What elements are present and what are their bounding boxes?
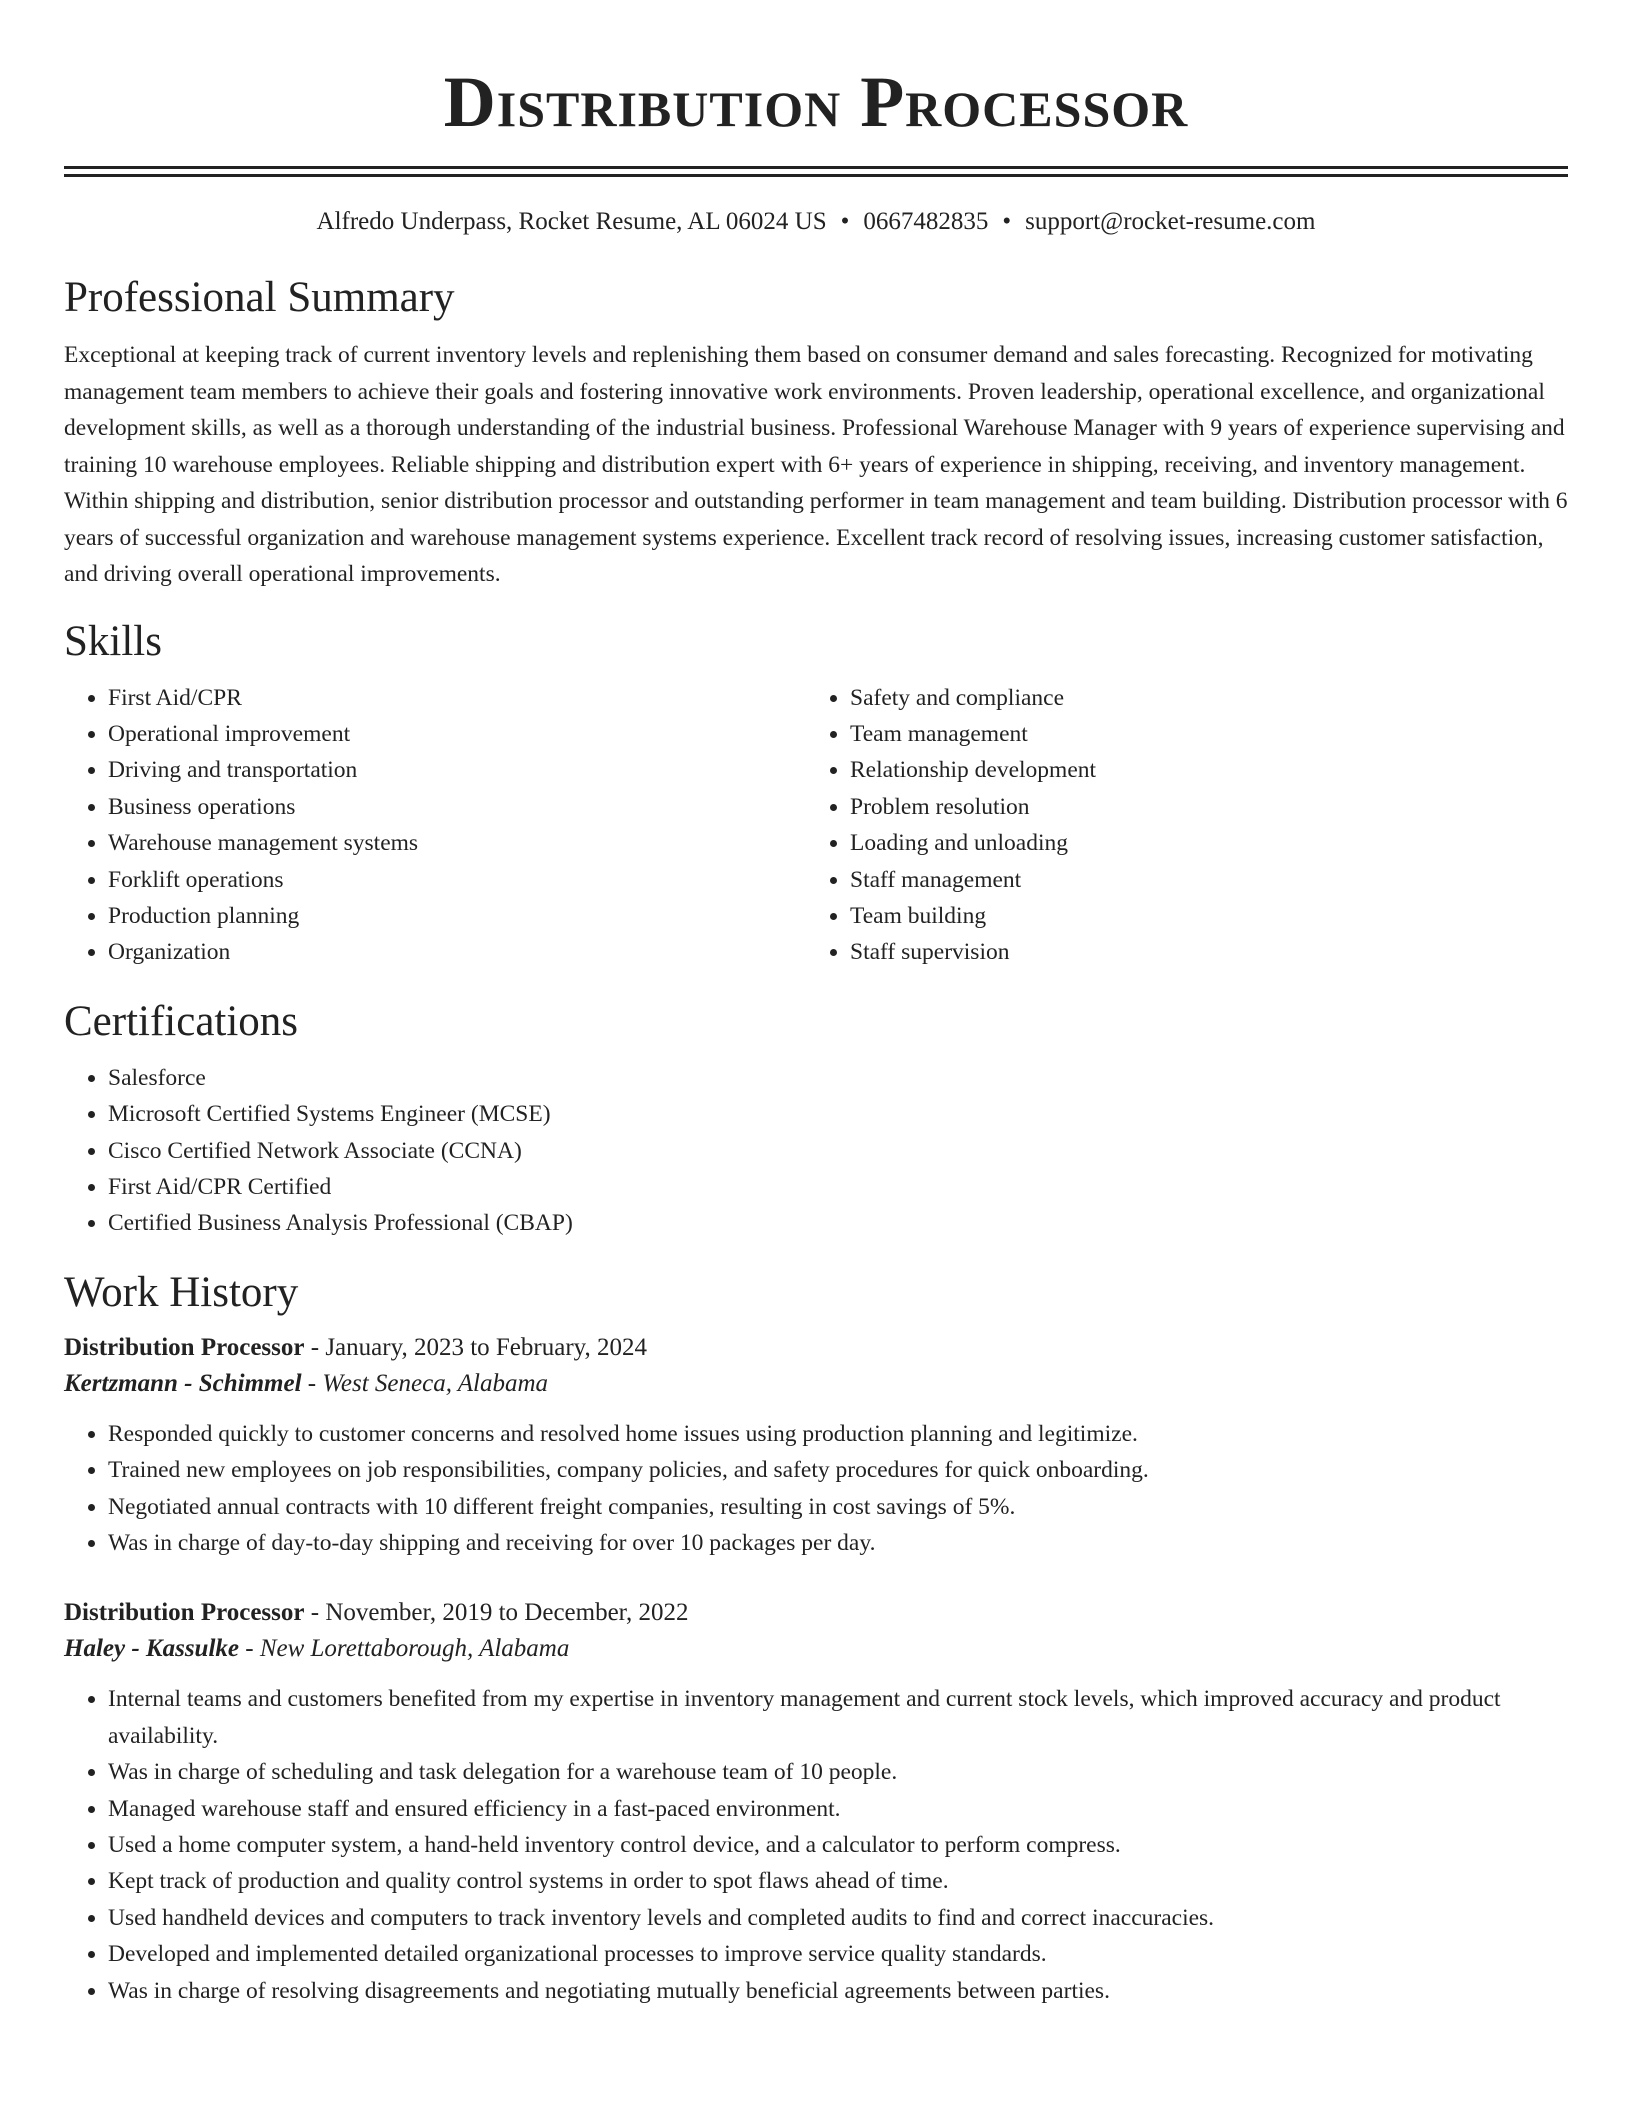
job-bullet: • Negotiated annual contracts with 10 different freight companies, resulting in cost savings of 5%. <box>108 1489 1568 1525</box>
contact-separator: • <box>1002 208 1012 235</box>
job-entry <box>64 1595 1568 2009</box>
job-bullet: • Kept track of production and quality control systems in order to spot flaws ahead of time. <box>108 1863 1568 1899</box>
skill-item: • Team building <box>850 898 1548 934</box>
skill-item: • Relationship development <box>850 752 1548 788</box>
job-bullet: • Responded quickly to customer concerns and resolved home issues using production planning and legitimize. <box>108 1416 1568 1452</box>
contact-email[interactable]: support@rocket-resume.com <box>1025 208 1316 235</box>
job-entry <box>64 1330 1568 1562</box>
job-bullet: • Was in charge of scheduling and task delegation for a warehouse team of 10 people. <box>108 1754 1568 1790</box>
skill-item: • Loading and unloading <box>850 825 1548 861</box>
skills-list <box>64 680 1568 971</box>
job-location: - New Lorettaborough, Alabama <box>239 1635 570 1663</box>
certifications-heading: Certifications <box>64 997 299 1045</box>
work-history-heading: Work History <box>64 1268 299 1316</box>
job-bullet: • Managed warehouse staff and ensured efficiency in a fast-paced environment. <box>108 1791 1568 1827</box>
job-dates: - November, 2019 to December, 2022 <box>304 1599 689 1627</box>
job-company-line <box>64 1366 1568 1402</box>
job-location: - West Seneca, Alabama <box>301 1369 549 1397</box>
job-dates: - January, 2023 to February, 2024 <box>304 1333 648 1361</box>
certification-item: • Salesforce <box>108 1060 1568 1096</box>
skill-item: • Operational improvement <box>108 716 806 752</box>
contact-phone: 0667482835 <box>863 208 989 235</box>
certification-item: • Cisco Certified Network Associate (CCNA) <box>108 1133 1568 1169</box>
job-bullet: • Internal teams and customers benefited from my expertise in inventory management and current stock levels, which improved accuracy and product availability. <box>108 1681 1568 1754</box>
job-role: Distribution Processor <box>64 1599 305 1627</box>
job-company-line <box>64 1631 1568 1667</box>
certification-item: • First Aid/CPR Certified <box>108 1169 1568 1205</box>
skill-item: • First Aid/CPR <box>108 680 806 716</box>
job-bullet: • Developed and implemented detailed organizational processes to improve service quality standards. <box>108 1936 1568 1972</box>
title-divider <box>64 166 1568 177</box>
skill-item: • Business operations <box>108 789 806 825</box>
resume-title: Distribution Processor <box>443 62 1189 142</box>
certification-item: • Microsoft Certified Systems Engineer (MCSE) <box>108 1096 1568 1132</box>
job-bullet: • Trained new employees on job responsibilities, company policies, and safety procedures for quick onboarding. <box>108 1452 1568 1488</box>
job-company: Haley - Kassulke <box>64 1635 239 1663</box>
skill-item: • Safety and compliance <box>850 680 1548 716</box>
job-bullet: • Used handheld devices and computers to track inventory levels and completed audits to find and correct inaccuracies. <box>108 1900 1568 1936</box>
skill-item: • Warehouse management systems <box>108 825 806 861</box>
job-role: Distribution Processor <box>64 1333 305 1361</box>
job-title-line <box>64 1330 1568 1366</box>
skill-item: • Production planning <box>108 898 806 934</box>
job-title-line <box>64 1595 1568 1631</box>
summary-text: Exceptional at keeping track of current inventory levels and replenishing them based on consumer demand and sales forecasting. Recognized for motivating management team members to achieve their goals and fostering innovative work environments. Proven leadership, operational excellence, and organizational development skills, as well as a thorough understanding of the industrial business. Professional Warehouse Manager with 9 years of experience supervising and training 10 warehouse employees. Reliable shipping and distribution expert with 6+ years of experience in shipping, receiving, and inventory management. Within shipping and distribution, senior distribution processor and outstanding performer in team management and team building. Distribution processor with 6 years of successful organization and warehouse management systems experience. Excellent track record of resolving issues, increasing customer satisfaction, and driving overall operational improvements. <box>64 342 1568 587</box>
contact-line <box>64 207 1568 237</box>
certifications-list <box>64 1060 1568 1242</box>
skills-column-right <box>806 680 1548 971</box>
contact-address: Alfredo Underpass, Rocket Resume, AL 06024 US <box>316 208 827 235</box>
contact-separator: • <box>840 208 850 235</box>
skill-item: • Staff management <box>850 862 1548 898</box>
skill-item: • Problem resolution <box>850 789 1548 825</box>
job-company: Kertzmann - Schimmel <box>64 1369 302 1397</box>
job-bullet: • Used a home computer system, a hand-held inventory control device, and a calculator to perform compress. <box>108 1827 1568 1863</box>
skill-item: • Forklift operations <box>108 862 806 898</box>
skill-item: • Organization <box>108 934 806 970</box>
skills-column-left <box>64 680 806 971</box>
skill-item: • Team management <box>850 716 1548 752</box>
job-bullet: • Was in charge of day-to-day shipping and receiving for over 10 packages per day. <box>108 1525 1568 1561</box>
skill-item: • Driving and transportation <box>108 752 806 788</box>
skill-item: • Staff supervision <box>850 934 1548 970</box>
job-bullet: • Was in charge of resolving disagreements and negotiating mutually beneficial agreements between parties. <box>108 1973 1568 2009</box>
skills-heading: Skills <box>64 617 162 665</box>
job-bullets <box>64 1416 1568 1562</box>
summary-heading: Professional Summary <box>64 274 455 321</box>
certification-item: • Certified Business Analysis Professional (CBAP) <box>108 1205 1568 1241</box>
job-bullets <box>64 1681 1568 2009</box>
